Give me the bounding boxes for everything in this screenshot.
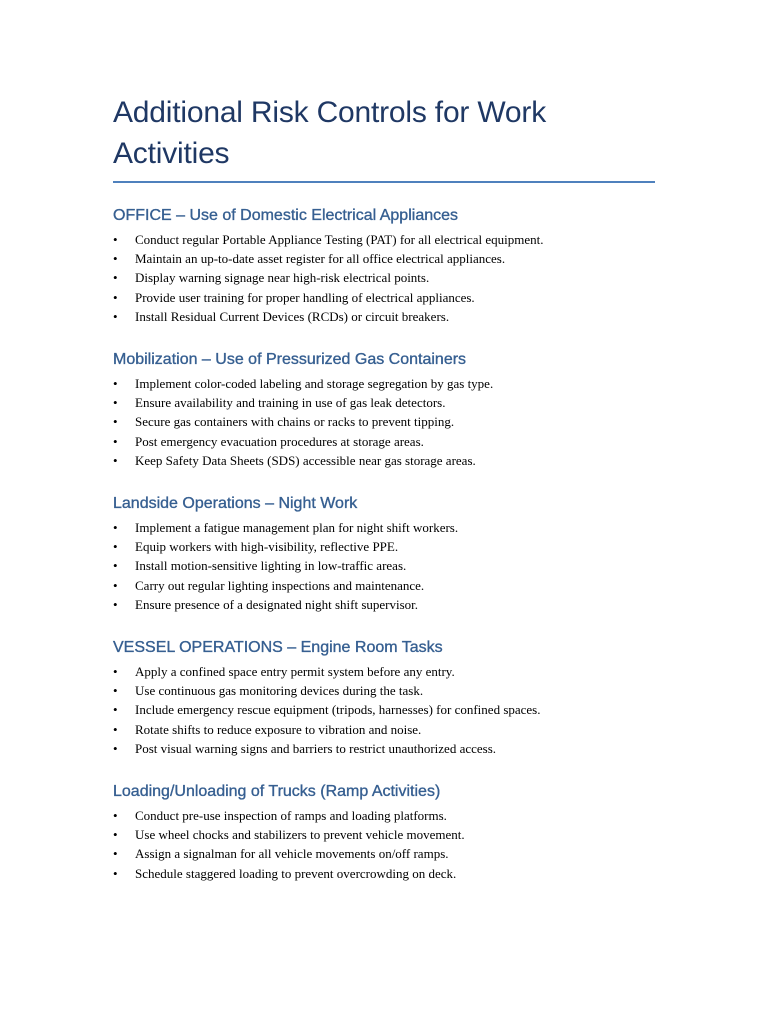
list-item (113, 288, 655, 307)
bullet-list (113, 374, 655, 470)
section (113, 782, 655, 883)
bullet-icon: • (113, 827, 118, 843)
bullet-icon: • (113, 808, 118, 824)
list-item-text: Install Residual Current Devices (RCDs) or circuit breakers. (135, 308, 450, 324)
section (113, 350, 655, 470)
list-item-text: Keep Safety Data Sheets (SDS) accessible near gas storage areas. (135, 452, 476, 468)
bullet-icon: • (113, 539, 118, 555)
list-item (113, 556, 655, 575)
list-item-text: Implement a fatigue management plan for night shift workers. (135, 520, 459, 536)
list-item (113, 739, 655, 758)
list-item-text: Use wheel chocks and stabilizers to prevent vehicle movement. (135, 827, 465, 843)
document-title: Additional Risk Controls for Work Activities (113, 96, 546, 170)
list-item (113, 412, 655, 431)
list-item-text: Post visual warning signs and barriers to restrict unauthorized access. (135, 740, 497, 756)
list-item-text: Conduct regular Portable Appliance Testing (PAT) for all electrical equipment. (135, 232, 544, 247)
bullet-icon: • (113, 376, 118, 392)
list-item-text: Rotate shifts to reduce exposure to vibration and noise. (135, 721, 422, 737)
list-item-text: Carry out regular lighting inspections and maintenance. (135, 577, 425, 593)
bullet-list (113, 230, 655, 326)
list-item (113, 700, 655, 719)
list-item (113, 307, 655, 326)
list-item-text: Ensure presence of a designated night shift supervisor. (135, 596, 419, 612)
bullet-icon: • (113, 433, 118, 449)
title-divider (113, 181, 655, 183)
list-item-text: Secure gas containers with chains or racks to prevent tipping. (135, 414, 455, 430)
section-heading: Mobilization – Use of Pressurized Gas Containers (113, 351, 467, 369)
section (113, 494, 655, 614)
list-item (113, 806, 655, 825)
list-item-text: Assign a signalman for all vehicle movements on/off ramps. (135, 846, 449, 862)
list-item (113, 432, 655, 451)
list-item (113, 720, 655, 739)
bullet-icon: • (113, 664, 118, 680)
section-heading: Loading/Unloading of Trucks (Ramp Activities) (113, 783, 441, 801)
section-heading: VESSEL OPERATIONS – Engine Room Tasks (113, 639, 443, 657)
list-item (113, 681, 655, 700)
bullet-icon: • (113, 452, 118, 468)
bullet-icon: • (113, 251, 118, 267)
bullet-icon: • (113, 846, 118, 862)
list-item-text: Apply a confined space entry permit system before any entry. (135, 664, 455, 680)
list-item (113, 844, 655, 863)
bullet-icon: • (113, 289, 118, 305)
list-item (113, 576, 655, 595)
list-item-text: Install motion-sensitive lighting in low-traffic areas. (135, 558, 407, 574)
bullet-icon: • (113, 596, 118, 612)
bullet-icon: • (113, 308, 118, 324)
list-item (113, 864, 655, 883)
list-item (113, 518, 655, 537)
bullet-icon: • (113, 683, 118, 699)
list-item (113, 451, 655, 470)
bullet-list (113, 662, 655, 758)
bullet-list (113, 518, 655, 614)
list-item (113, 268, 655, 287)
list-item-text: Use continuous gas monitoring devices during the task. (135, 683, 424, 699)
list-item-text: Implement color-coded labeling and storage segregation by gas type. (135, 376, 494, 392)
bullet-icon: • (113, 414, 118, 430)
list-item (113, 374, 655, 393)
list-item-text: Display warning signage near high-risk electrical points. (135, 270, 430, 286)
bullet-icon: • (113, 270, 118, 286)
list-item (113, 393, 655, 412)
list-item (113, 595, 655, 614)
bullet-icon: • (113, 865, 118, 881)
section (113, 206, 655, 326)
bullet-icon: • (113, 702, 118, 718)
sections-container (113, 206, 655, 883)
bullet-list (113, 806, 655, 883)
bullet-icon: • (113, 740, 118, 756)
section-heading: Landside Operations – Night Work (113, 495, 358, 513)
list-item-text: Include emergency rescue equipment (tripods, harnesses) for confined spaces. (135, 702, 541, 718)
section-heading: OFFICE – Use of Domestic Electrical Appliances (113, 207, 459, 224)
list-item-text: Conduct pre-use inspection of ramps and loading platforms. (135, 808, 447, 824)
list-item (113, 825, 655, 844)
list-item (113, 230, 655, 249)
bullet-icon: • (113, 232, 118, 247)
document-page (113, 92, 655, 883)
bullet-icon: • (113, 558, 118, 574)
bullet-icon: • (113, 721, 118, 737)
list-item-text: Ensure availability and training in use of gas leak detectors. (135, 395, 446, 411)
list-item (113, 662, 655, 681)
list-item-text: Schedule staggered loading to prevent overcrowding on deck. (135, 865, 457, 881)
list-item-text: Equip workers with high-visibility, reflective PPE. (135, 539, 399, 555)
bullet-icon: • (113, 395, 118, 411)
list-item-text: Provide user training for proper handling of electrical appliances. (135, 289, 475, 305)
list-item (113, 537, 655, 556)
bullet-icon: • (113, 520, 118, 536)
list-item-text: Maintain an up-to-date asset register for all office electrical appliances. (135, 251, 506, 267)
list-item (113, 249, 655, 268)
section (113, 638, 655, 758)
list-item-text: Post emergency evacuation procedures at storage areas. (135, 433, 424, 449)
bullet-icon: • (113, 577, 118, 593)
